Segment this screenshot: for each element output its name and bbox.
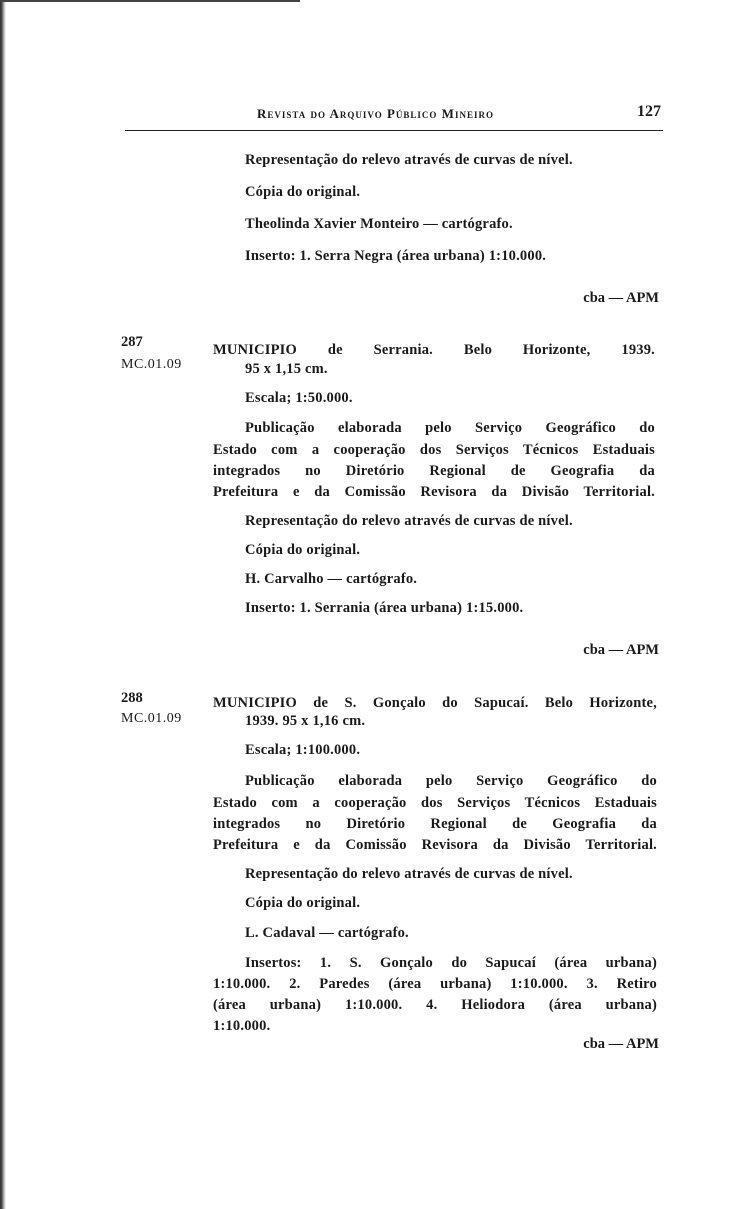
- entry-287-pub-line2: Estado com a cooperação dos Serviços Técnicos Estaduais: [213, 442, 655, 458]
- top-insert-line: Inserto: 1. Serra Negra (área urbana) 1:10.000.: [245, 248, 547, 264]
- top-relief-line: Representação do relevo através de curvas de nível.: [245, 152, 573, 168]
- entry-287-pub-line4: Prefeitura e da Comissão Revisora da Divisão Territorial.: [213, 484, 655, 500]
- entry-287-relief: Representação do relevo através de curvas de nível.: [245, 513, 573, 529]
- entry-288-pub-line4: Prefeitura e da Comissão Revisora da Divisão Territorial.: [213, 837, 657, 853]
- entry-287-signature: cba — APM: [583, 642, 659, 658]
- entry-287-pub-line1: Publicação elaborada pelo Serviço Geográfico do: [245, 420, 655, 436]
- entry-288-copy: Cópia do original.: [245, 895, 361, 911]
- entry-288-insert-line4: 1:10.000.: [213, 1018, 271, 1034]
- entry-287-inserts: Inserto: 1. Serrania (área urbana) 1:15.000.: [245, 600, 524, 616]
- entry-288-cartographer: L. Cadaval — cartógrafo.: [245, 925, 409, 941]
- page-header: [125, 103, 663, 131]
- entry-288-signature: cba — APM: [583, 1036, 659, 1052]
- entry-288-title-line1: MUNICIPIO de S. Gonçalo do Sapucaí. Belo Horizonte,: [213, 695, 657, 711]
- entry-287-code: MC.01.09: [121, 357, 182, 372]
- top-cartographer-line: Theolinda Xavier Monteiro — cartógrafo.: [245, 216, 513, 232]
- running-title: Revista do Arquivo Público Mineiro: [257, 106, 494, 121]
- entry-287-copy: Cópia do original.: [245, 542, 361, 558]
- entry-288-code: MC.01.09: [121, 711, 182, 726]
- entry-287-scale: Escala; 1:50.000.: [245, 390, 353, 406]
- entry-287-title-line2: 95 x 1,15 cm.: [245, 361, 328, 377]
- entry-288-title-line2: 1939. 95 x 1,16 cm.: [245, 713, 366, 729]
- page-binding-edge: [0, 0, 6, 1209]
- entry-287-title-line1: MUNICIPIO de Serrania. Belo Horizonte, 1939.: [213, 342, 655, 358]
- entry-288-pub-line2: Estado com a cooperação dos Serviços Técnicos Estaduais: [213, 795, 657, 811]
- entry-287-number: 287: [121, 334, 143, 350]
- page-top-edge: [0, 0, 300, 2]
- entry-287-pub-line3: integrados no Diretório Regional de Geografia da: [213, 463, 655, 479]
- entry-288-relief: Representação do relevo através de curvas de nível.: [245, 866, 573, 882]
- entry-288-scale: Escala; 1:100.000.: [245, 742, 361, 758]
- entry-288-insert-line1: Insertos: 1. S. Gonçalo do Sapucaí (área urbana): [245, 955, 657, 971]
- top-signature: cba — APM: [583, 290, 659, 306]
- page-number: 127: [637, 103, 661, 120]
- entry-288-number: 288: [121, 690, 143, 706]
- entry-288-insert-line2: 1:10.000. 2. Paredes (área urbana) 1:10.000. 3. Retiro: [213, 976, 657, 992]
- top-copy-line: Cópia do original.: [245, 184, 361, 200]
- entry-288-insert-line3: (área urbana) 1:10.000. 4. Heliodora (área urbana): [213, 997, 657, 1013]
- entry-288-pub-line1: Publicação elaborada pelo Serviço Geográfico do: [245, 773, 657, 789]
- entry-287-cartographer: H. Carvalho — cartógrafo.: [245, 571, 418, 587]
- entry-288-pub-line3: integrados no Diretório Regional de Geografia da: [213, 816, 657, 832]
